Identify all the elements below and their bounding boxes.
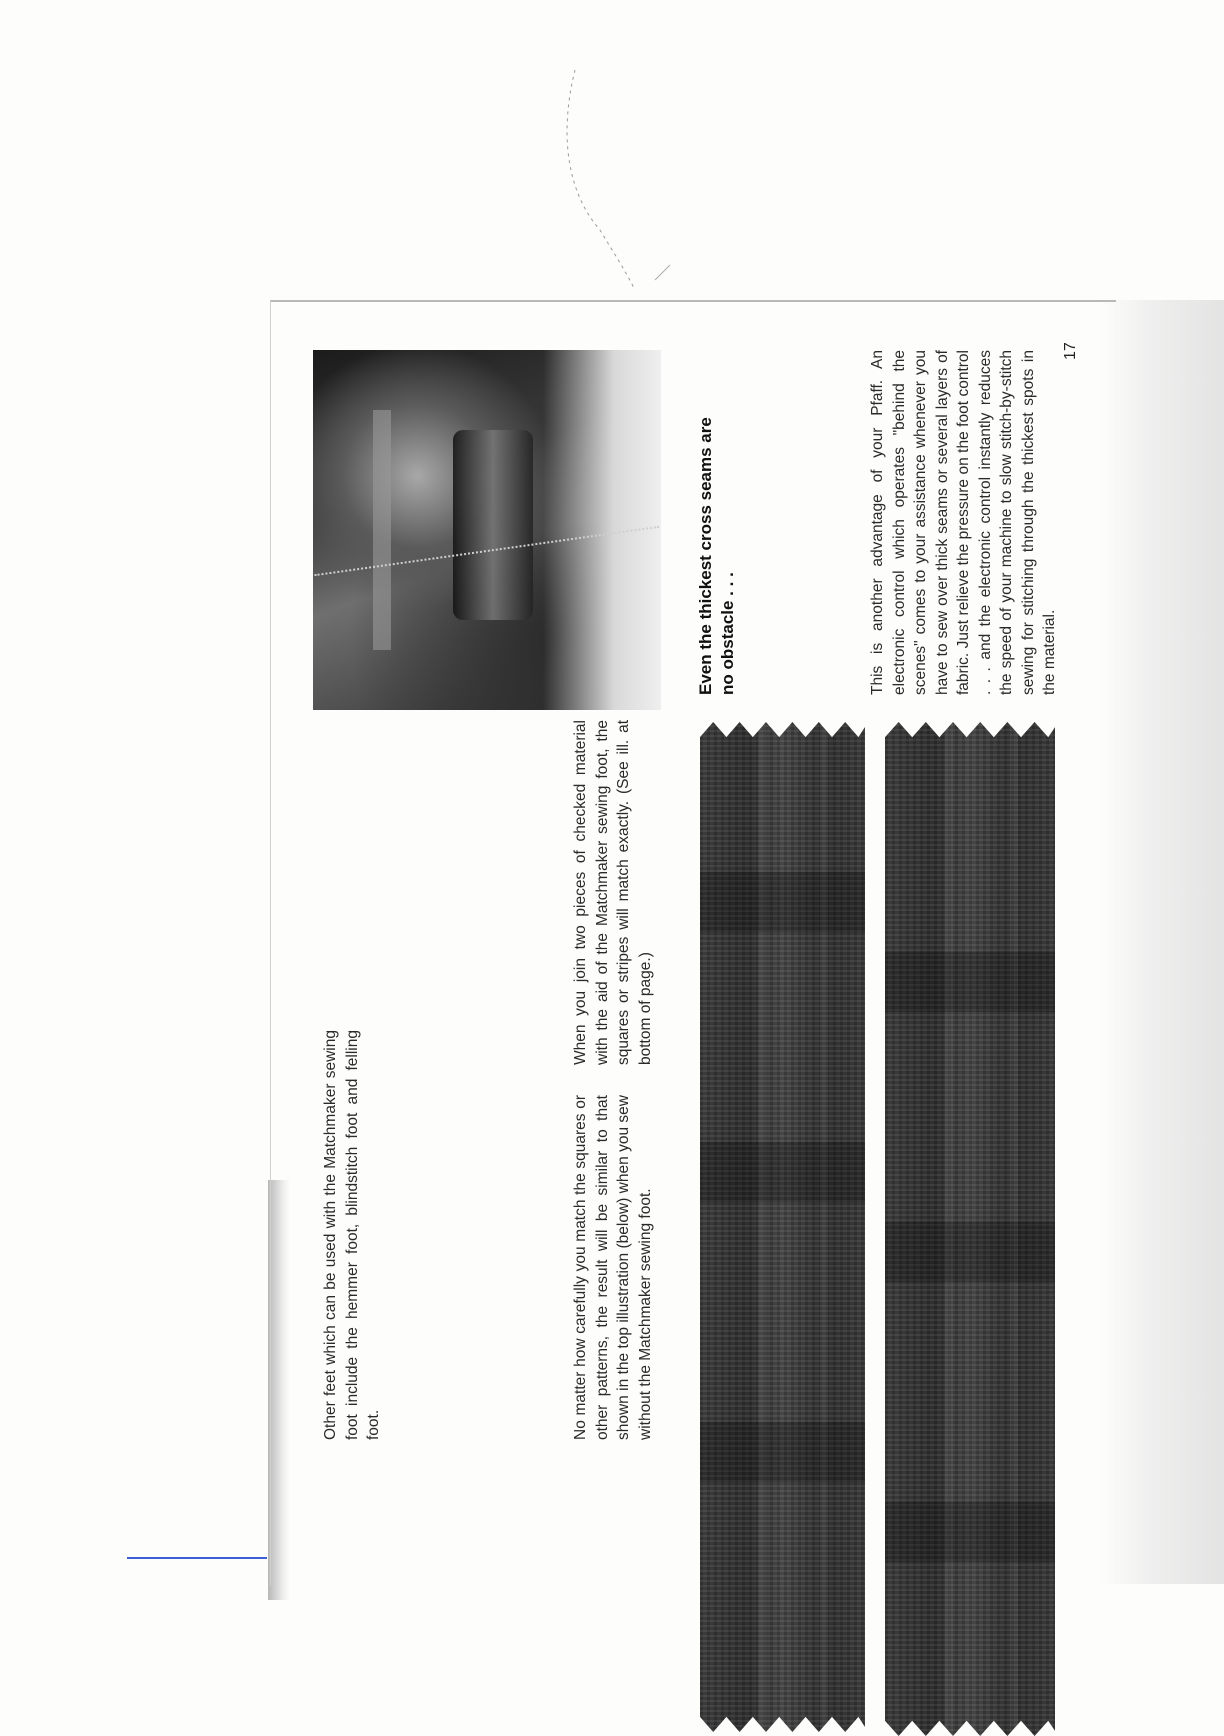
paragraph-no-matter: No matter how carefully you match the squares or other patterns, the result will be similar to that shown in the top illustration (below) when you sew without the Matchmaker sewing foot. <box>572 1095 654 1440</box>
text-block-no-matter <box>570 1095 656 1440</box>
pencil-stroke-mark <box>555 70 675 290</box>
paragraph-pfaff-advantage: This is another advantage of your Pfaff. An electronic control which operates "behind the scenes" comes to your assistance whenever you have to sew over thick seams or several layers of fabric. Just relieve the pressure on the foot control . . . and the electronic control instantly reduces the speed of your machine to slow stitch-by-stitch sewing for stitching through the thickest spots in the material. <box>869 350 1058 695</box>
underline-mark <box>127 1557 267 1559</box>
text-block-pfaff-advantage <box>867 350 1061 695</box>
text-block-other-feet <box>320 1030 385 1440</box>
page-edge-shadow <box>1100 300 1224 1584</box>
text-block-when-you-join <box>570 720 656 1065</box>
sewing-machine-photo <box>313 350 661 710</box>
section-heading: Even the thickest cross seams are no obstacle . . . <box>696 417 737 695</box>
paragraph-other-feet: Other feet which can be used with the Matchmaker sewing foot include the hemmer foot, blindstitch foot and felling foot. <box>322 1030 382 1440</box>
fabric-sample-mismatched <box>700 722 865 1732</box>
paragraph-when-you-join: When you join two pieces of checked material with the aid of the Matchmaker sewing foot, the squares or stripes will match exactly. (See ill. at bottom of page.) <box>572 720 654 1065</box>
page-number: 17 <box>1062 342 1079 360</box>
